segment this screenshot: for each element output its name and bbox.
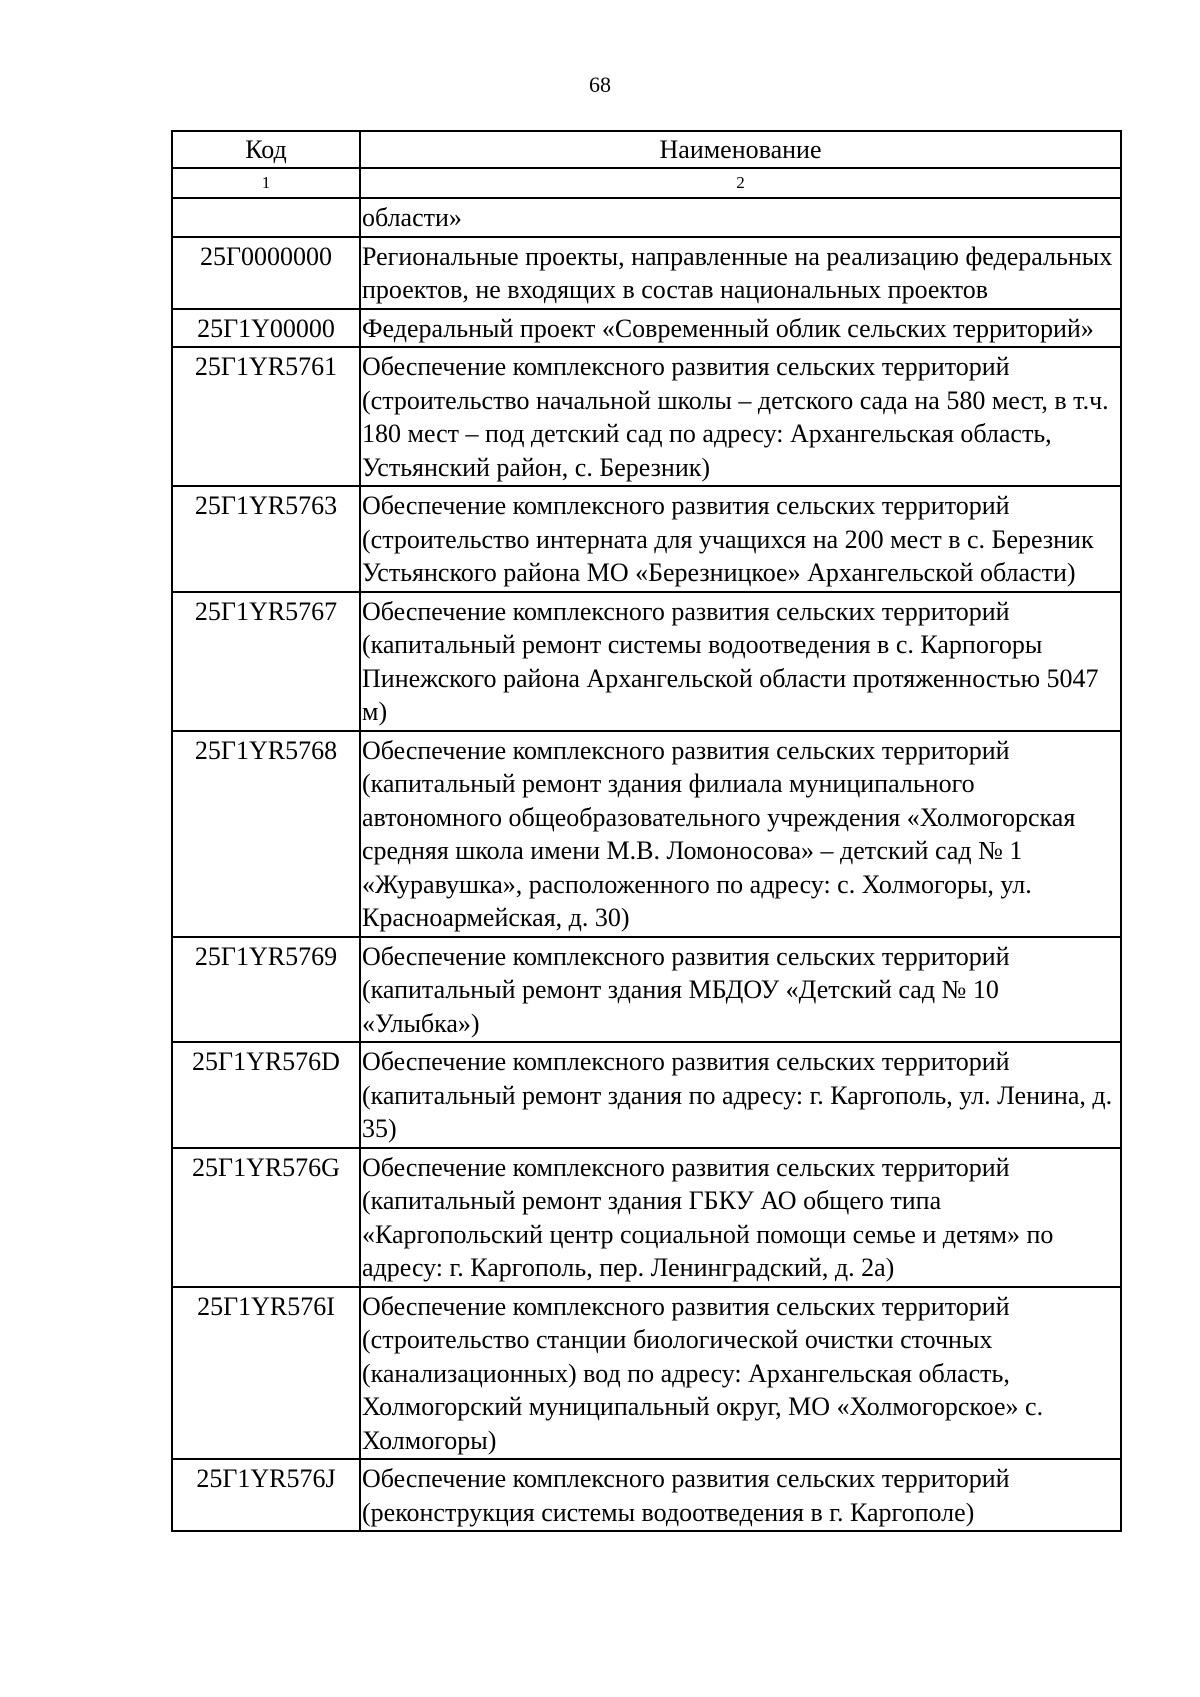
name-cell: Обеспечение комплексного развития сельских территорий (реконструкция системы водоотведения в г. Каргополе) bbox=[360, 1459, 1121, 1531]
code-cell: 25Г0000000 bbox=[172, 237, 360, 309]
name-cell: Обеспечение комплексного развития сельских территорий (капитальный ремонт здания филиала муниципального автономного общеобразовательного учреждения «Холмогорская средняя школа имени М.В. Ломоносова» – детский сад № 1 «Журавушка», расположенного по адресу: с. Холмогоры, ул. Красноармейская, д. 30) bbox=[360, 731, 1121, 937]
name-cell: Обеспечение комплексного развития сельских территорий (строительство станции биологической очистки сточных (канализационных) вод по адресу: Архангельская область, Холмогорский муниципальный округ, МО «Холмогорское» с. Холмогоры) bbox=[360, 1287, 1121, 1460]
table-body bbox=[172, 198, 1121, 1531]
column-number-row bbox=[172, 168, 1121, 198]
page-number: 68 bbox=[589, 72, 611, 97]
code-cell bbox=[172, 198, 360, 237]
table-row bbox=[172, 237, 1121, 309]
code-cell: 25Г1YR5767 bbox=[172, 592, 360, 731]
table-row bbox=[172, 1459, 1121, 1531]
name-cell: Обеспечение комплексного развития сельских территорий (капитальный ремонт здания по адресу: г. Каргополь, ул. Ленина, д. 35) bbox=[360, 1042, 1121, 1148]
table-header-row bbox=[172, 131, 1121, 168]
table-row bbox=[172, 731, 1121, 937]
table-row bbox=[172, 1148, 1121, 1287]
code-cell: 25Г1YR5763 bbox=[172, 486, 360, 592]
table-row bbox=[172, 592, 1121, 731]
code-cell: 25Г1YR5768 bbox=[172, 731, 360, 937]
name-cell: Региональные проекты, направленные на реализацию федеральных проектов, не входящих в состав национальных проектов bbox=[360, 237, 1121, 309]
code-cell: 25Г1YR576I bbox=[172, 1287, 360, 1460]
name-cell: Обеспечение комплексного развития сельских территорий (капитальный ремонт системы водоотведения в с. Карпогоры Пинежского района Архангельской области протяженностью 5047 м) bbox=[360, 592, 1121, 731]
header-code: Код bbox=[172, 131, 360, 168]
name-cell: Обеспечение комплексного развития сельских территорий (строительство интерната для учащихся на 200 мест в с. Березник Устьянского района МО «Березницкое» Архангельской области) bbox=[360, 486, 1121, 592]
column-number-name: 2 bbox=[360, 168, 1121, 198]
code-cell: 25Г1YR5769 bbox=[172, 937, 360, 1043]
name-cell: области» bbox=[360, 198, 1121, 237]
budget-code-table bbox=[171, 130, 1122, 1532]
table-row bbox=[172, 486, 1121, 592]
name-cell: Обеспечение комплексного развития сельских территорий (капитальный ремонт здания ГБКУ АО общего типа «Каргопольский центр социальной помощи семье и детям» по адресу: г. Каргополь, пер. Ленинградский, д. 2а) bbox=[360, 1148, 1121, 1287]
table-row bbox=[172, 347, 1121, 486]
table-row bbox=[172, 937, 1121, 1043]
code-cell: 25Г1Y00000 bbox=[172, 309, 360, 348]
table-row bbox=[172, 309, 1121, 348]
name-cell: Федеральный проект «Современный облик сельских территорий» bbox=[360, 309, 1121, 348]
name-cell: Обеспечение комплексного развития сельских территорий (строительство начальной школы – детского сада на 580 мест, в т.ч. 180 мест – под детский сад по адресу: Архангельская область, Устьянский район, с. Березник) bbox=[360, 347, 1121, 486]
header-name: Наименование bbox=[360, 131, 1121, 168]
table-row bbox=[172, 198, 1121, 237]
code-cell: 25Г1YR576J bbox=[172, 1459, 360, 1531]
table-row bbox=[172, 1042, 1121, 1148]
code-cell: 25Г1YR576G bbox=[172, 1148, 360, 1287]
code-cell: 25Г1YR5761 bbox=[172, 347, 360, 486]
table-row bbox=[172, 1287, 1121, 1460]
code-cell: 25Г1YR576D bbox=[172, 1042, 360, 1148]
name-cell: Обеспечение комплексного развития сельских территорий (капитальный ремонт здания МБДОУ «Детский сад № 10 «Улыбка») bbox=[360, 937, 1121, 1043]
column-number-code: 1 bbox=[172, 168, 360, 198]
